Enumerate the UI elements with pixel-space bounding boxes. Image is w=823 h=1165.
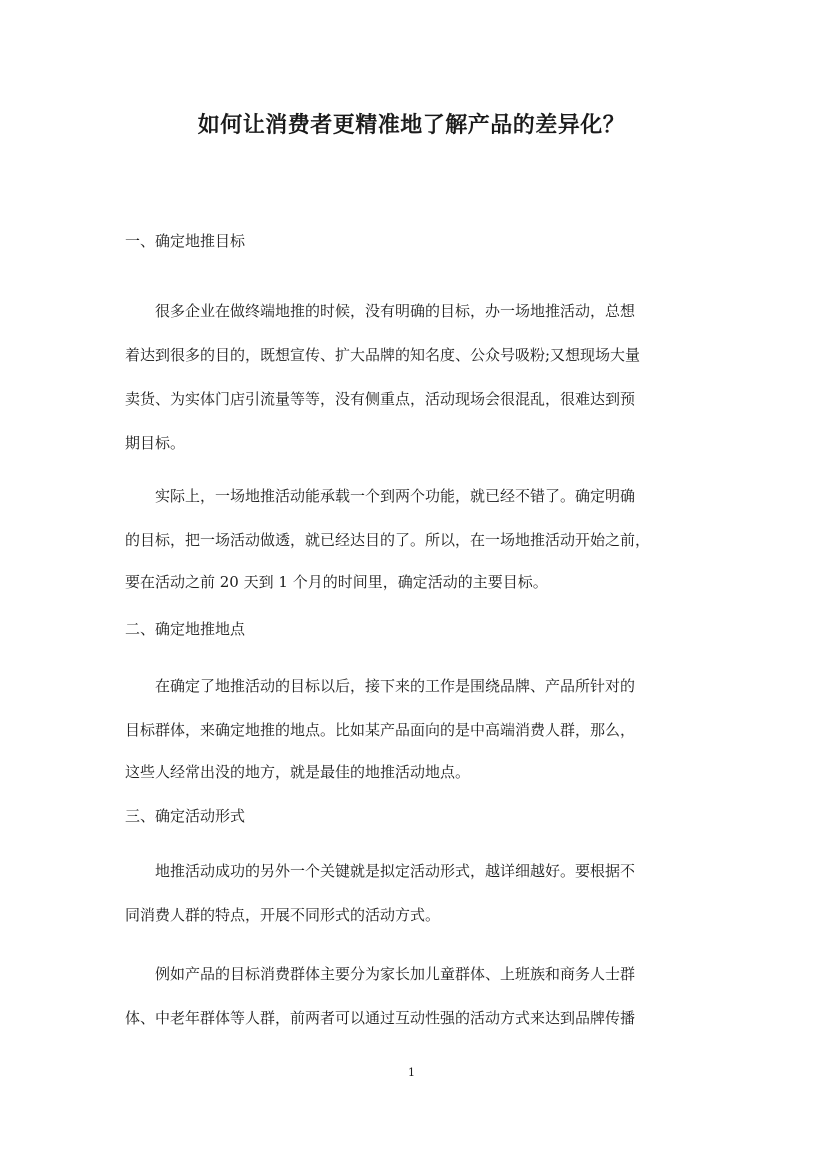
text-line: 很多企业在做终端地推的时候，没有明确的目标，办一场地推活动，总想 — [125, 302, 636, 320]
paragraph-1-2 — [125, 485, 700, 593]
text-line: 目标群体，来确定地推的地点。比如某产品面向的是中高端消费人群，那么， — [125, 721, 636, 739]
paragraph-3-1 — [125, 860, 700, 926]
text-line: 卖货、为实体门店引流量等等，没有侧重点，活动现场会很混乱，很难达到预 — [125, 390, 636, 408]
text-line: 在确定了地推活动的目标以后，接下来的工作是围绕品牌、产品所针对的 — [125, 677, 636, 695]
section-heading-1: 一、确定地推目标 — [125, 232, 246, 250]
text-line: 例如产品的目标消费群体主要分为家长加儿童群体、上班族和商务人士群 — [125, 965, 636, 983]
section-heading-2: 二、确定地推地点 — [125, 620, 246, 638]
text-line: 期目标。 — [125, 434, 186, 452]
paragraph-2-1 — [125, 675, 700, 783]
text-line: 实际上，一场地推活动能承载一个到两个功能，就已经不错了。确定明确 — [125, 487, 636, 505]
text-line: 的目标，把一场活动做透，就已经达目的了。所以，在一场地推活动开始之前， — [125, 531, 651, 549]
text-line: 同消费人群的特点，开展不同形式的活动方式。 — [125, 906, 441, 924]
text-line: 体、中老年群体等人群，前两者可以通过互动性强的活动方式来达到品牌传播 — [125, 1009, 636, 1027]
text-line: 着达到很多的目的，既想宣传、扩大品牌的知名度、公众号吸粉;又想现场大量 — [125, 346, 641, 364]
text-line: 这些人经常出没的地方，就是最佳的地推活动地点。 — [125, 763, 471, 781]
page-number: 1 — [408, 1066, 415, 1079]
section-heading-3: 三、确定活动形式 — [125, 807, 246, 825]
text-line: 要在活动之前 20 天到 1 个月的时间里，确定活动的主要目标。 — [125, 573, 548, 591]
text-line: 地推活动成功的另外一个关键就是拟定活动形式，越详细越好。要根据不 — [125, 862, 636, 880]
paragraph-3-2 — [125, 963, 700, 1029]
paragraph-1-1 — [125, 300, 700, 454]
page-title: 如何让消费者更精准地了解产品的差异化？ — [197, 112, 626, 138]
